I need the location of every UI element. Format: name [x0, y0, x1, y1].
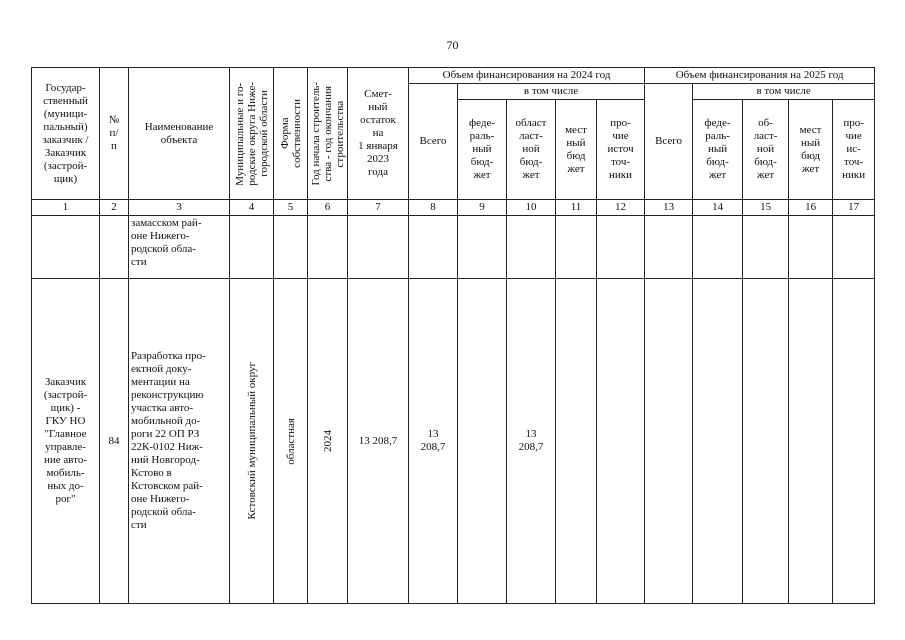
- cell-num: [100, 216, 129, 279]
- header-total-2024: Всего: [409, 84, 458, 200]
- column-number: 1: [32, 200, 100, 216]
- column-number: 7: [348, 200, 409, 216]
- header-local-2024: мест ный бюд жет: [556, 100, 597, 200]
- header-customer: Государ- ственный (муници- пальный) заказчик / Заказчик (застрой- щик): [32, 68, 100, 200]
- cell-federal-2025: [693, 279, 743, 604]
- column-number: 10: [507, 200, 556, 216]
- table-row: [32, 216, 875, 279]
- page-number: 70: [446, 38, 459, 52]
- cell-ownership-wrap: [274, 279, 308, 604]
- cell-other-2025: [833, 279, 875, 604]
- cell-local-2025: [789, 279, 833, 604]
- cell-ownership: областная: [284, 417, 297, 465]
- header-federal-2025: феде- раль- ный бюд- жет: [693, 100, 743, 200]
- column-number: 17: [833, 200, 875, 216]
- cell-local-2024: [556, 216, 597, 279]
- header-estimate: Смет- ный остаток на 1 января 2023 года: [348, 68, 409, 200]
- header-other-2025: про- чие ис- точ- ники: [833, 100, 875, 200]
- table-row: [32, 279, 875, 604]
- header-local-2025: мест ный бюд жет: [789, 100, 833, 200]
- cell-local-2024: [556, 279, 597, 604]
- header-ownership-cell: [274, 68, 308, 200]
- column-number: 2: [100, 200, 129, 216]
- header-years-cell: [308, 68, 348, 200]
- cell-estimate: 13 208,7: [348, 279, 409, 604]
- header-including-2024: в том числе: [458, 84, 645, 100]
- header-years: Год начала строитель- ства - год окончания строительства: [310, 81, 346, 186]
- cell-total-2025: [645, 216, 693, 279]
- cell-local-2025: [789, 216, 833, 279]
- cell-federal-2024: [458, 279, 507, 604]
- cell-customer: [32, 216, 100, 279]
- cell-num: 84: [100, 279, 129, 604]
- column-number: 13: [645, 200, 693, 216]
- header-regional-2024: област ласт- ной бюд- жет: [507, 100, 556, 200]
- header-ownership: Форма собственности: [278, 99, 303, 168]
- cell-years: 2024: [321, 430, 334, 452]
- cell-years: [308, 216, 348, 279]
- header-including-2025: в том числе: [693, 84, 875, 100]
- column-number: 6: [308, 200, 348, 216]
- cell-years-wrap: [308, 279, 348, 604]
- column-number: 15: [743, 200, 789, 216]
- header-other-2024: про- чие источ точ- ники: [597, 100, 645, 200]
- column-number: 4: [230, 200, 274, 216]
- column-number: 12: [597, 200, 645, 216]
- cell-total-2024: 13 208,7: [409, 279, 458, 604]
- column-number: 9: [458, 200, 507, 216]
- cell-federal-2025: [693, 216, 743, 279]
- cell-total-2025: [645, 279, 693, 604]
- column-number-row: [32, 200, 875, 216]
- header-federal-2024: феде- раль- ный бюд- жет: [458, 100, 507, 200]
- funding-table: [31, 67, 875, 604]
- column-number: 3: [129, 200, 230, 216]
- cell-object-name: Разработка про- ектной доку- ментации на реконструкцию участка авто- мобильной до- роги 22 ОП РЗ 22К-0102 Ниж- ний Новгород- Кстово в Кстовском рай- оне Нижего- родской обла- сти: [129, 279, 230, 604]
- cell-total-2024: [409, 216, 458, 279]
- cell-regional-2025: [743, 216, 789, 279]
- column-number: 5: [274, 200, 308, 216]
- cell-regional-2024: [507, 216, 556, 279]
- column-number: 11: [556, 200, 597, 216]
- header-object-name: Наименование объекта: [129, 68, 230, 200]
- cell-ownership: [274, 216, 308, 279]
- cell-municipality: [230, 216, 274, 279]
- cell-regional-2025: [743, 279, 789, 604]
- cell-regional-2024: 13 208,7: [507, 279, 556, 604]
- cell-other-2025: [833, 216, 875, 279]
- cell-customer: Заказчик (застрой- щик) - ГКУ НО "Главное управле- ние авто- мобиль- ных до- рог": [32, 279, 100, 604]
- header-municipality-cell: [230, 68, 274, 200]
- cell-federal-2024: [458, 216, 507, 279]
- header-funding-2024: Объем финансирования на 2024 год: [409, 68, 645, 84]
- cell-municipality-wrap: [230, 279, 274, 604]
- header-regional-2025: об- ласт- ной бюд- жет: [743, 100, 789, 200]
- cell-municipality: Кстовский муниципальный округ: [245, 362, 258, 520]
- cell-estimate: [348, 216, 409, 279]
- header-num: № п/ п: [100, 68, 129, 200]
- header-funding-2025: Объем финансирования на 2025 год: [645, 68, 875, 84]
- header-total-2025: Всего: [645, 84, 693, 200]
- cell-other-2024: [597, 279, 645, 604]
- cell-object-name: замасском рай- оне Нижего- родской обла- сти: [129, 216, 230, 279]
- column-number: 8: [409, 200, 458, 216]
- header-municipality: Муниципальные и го- родские округа Ниже- городской области: [233, 81, 270, 186]
- column-number: 16: [789, 200, 833, 216]
- cell-other-2024: [597, 216, 645, 279]
- column-number: 14: [693, 200, 743, 216]
